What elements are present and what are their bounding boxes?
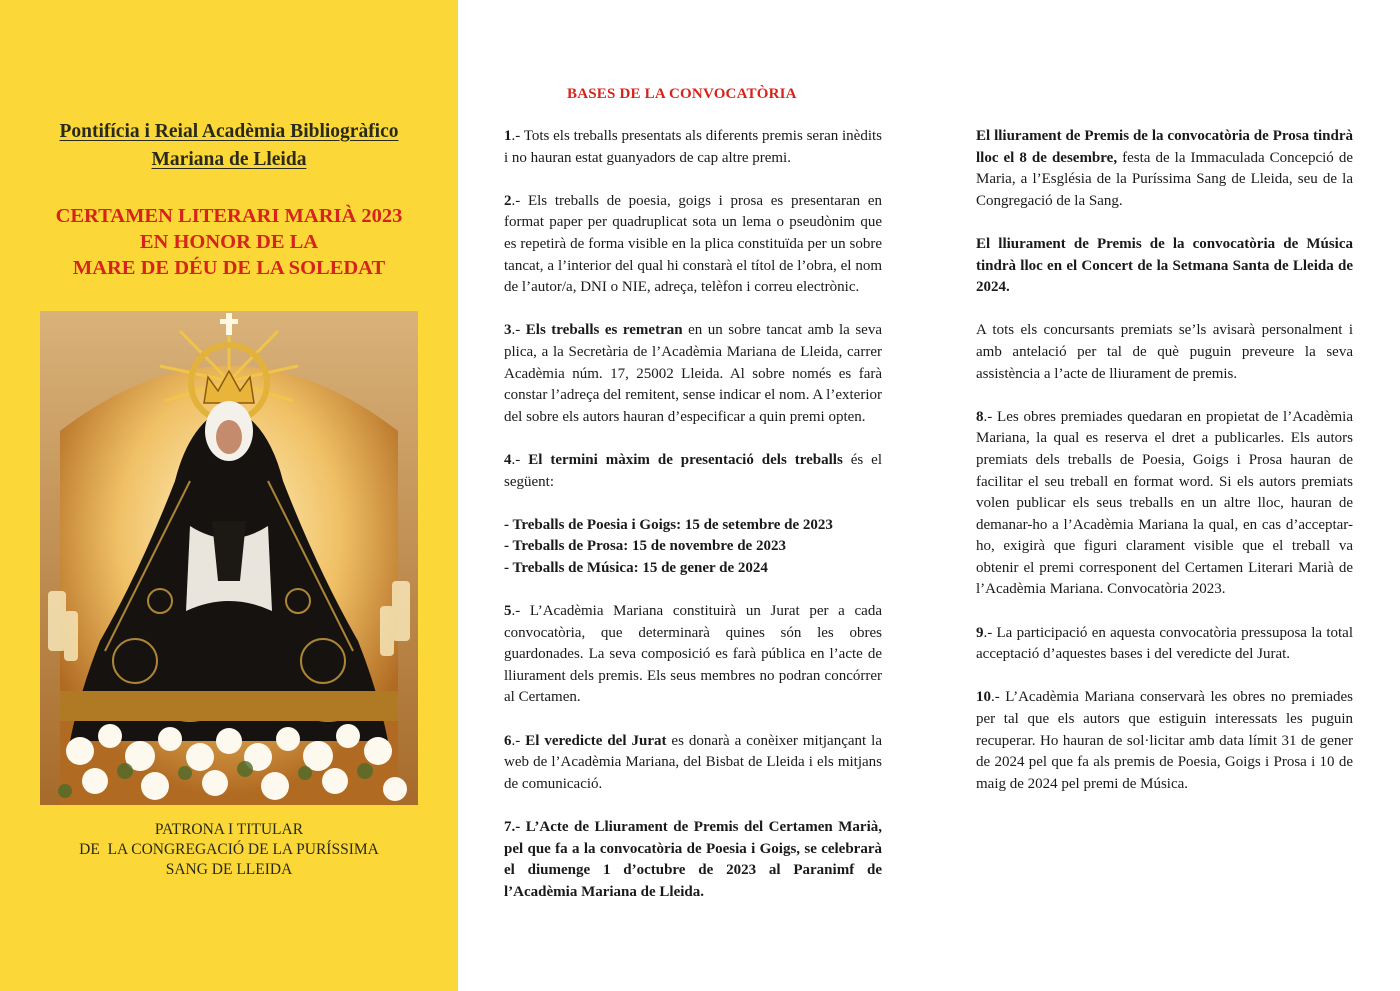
deadline-poetry: - Treballs de Poesia i Goigs: 15 de setembre de 2023 xyxy=(504,516,833,533)
notice-paragraph: A tots els concursants premiats se’ls avisarà personalment i amb antelació per tal de què puguin preveure la seva assistència a l’acte de lliurament de premis. xyxy=(976,322,1353,382)
caption-line3: SANG DE LLEIDA xyxy=(165,861,293,878)
text-column-2 xyxy=(976,126,1353,795)
cover-panel xyxy=(0,0,458,991)
contest-title xyxy=(0,203,458,281)
base-8: 8.- Les obres premiades quedaran en propietat de l’Acadèmia Mariana, la qual es reserva el dret a publicarles. Els autors premiats dels treballs de Poesia, Goigs i Prosa hauran de facilitar el seu treball en format word. Si els autors premiats volen publicar els seus treballs en un altre lloc, hauran de demanar-ho a l’Acadèmia Mariana la qual, en cas d’acceptar-ho, exigirà que figuri clarament visible que el treball va obtenir el premi corresponent del Certamen Literari Marià de l’Acadèmia Mariana. Convocatòria 2023. xyxy=(976,408,1353,598)
contest-title-line1: CERTAMEN LITERARI MARIÀ 2023 xyxy=(55,205,403,227)
academy-name xyxy=(0,118,458,174)
deadline-prose: - Treballs de Prosa: 15 de novembre de 2023 xyxy=(504,538,786,555)
bases-heading: BASES DE LA CONVOCATÒRIA xyxy=(567,86,797,102)
caption-line1: PATRONA I TITULAR xyxy=(154,821,304,838)
academy-name-line2: Mariana de Lleida xyxy=(151,149,307,170)
base-1: 1.- Tots els treballs presentats als diferents premis seran inèdits i no hauran estat guanyadors de cap altre premi. xyxy=(504,128,882,166)
base-9: 9.- La participació en aquesta convocatòria pressuposa la total acceptació d’aquestes bases i del veredicte del Jurat. xyxy=(976,624,1353,663)
virgin-statue-photo xyxy=(40,311,418,805)
contest-title-line3: MARE DE DÉU DE LA SOLEDAT xyxy=(72,257,386,279)
base-5: 5.- L’Acadèmia Mariana constituirà un Jurat per a cada convocatòria, que determinarà quines són les obres guardonades. La seva composició es farà pública en l’acte de lliurament dels premis. Els seus membres no podran concórrer al Certamen. xyxy=(504,603,882,706)
academy-name-line1: Pontifícia i Reial Acadèmia Bibliogràfico xyxy=(59,121,399,142)
prose-award-paragraph: El lliurament de Premis de la convocatòria de Prosa tindrà lloc el 8 de desembre, festa de la Immaculada Concepció de Maria, a l’Església de la Puríssima Sang de Lleida, seu de la Congregació de la Sang. xyxy=(976,128,1353,209)
deadline-music: - Treballs de Música: 15 de gener de 2024 xyxy=(504,559,768,576)
base-7: 7.- L’Acte de Lliurament de Premis del Certamen Marià, pel que fa a la convocatòria de Poesia i Goigs, se celebrarà el diumenge 1 d’octubre de 2023 al Paranimf de l’Acadèmia Mariana de Lleida. xyxy=(504,819,882,900)
base-10: 10.- L’Acadèmia Mariana conservarà les obres no premiades per tal que els autors que estiguin interessats les puguin recuperar. Ho hauran de sol·licitar amb data límit 31 de gener de 2024 pel que fa als premis de Poesia, Goigs i Prosa i 10 de maig de 2024 pel premi de Música. xyxy=(976,689,1353,792)
base-6: 6.- El veredicte del Jurat es donarà a conèixer mitjançant la web de l’Acadèmia Mariana, del Bisbat de Lleida i els mitjans de comunicació. xyxy=(504,732,882,792)
music-award-paragraph: El lliurament de Premis de la convocatòria de Música tindrà lloc en el Concert de la Setmana Santa de Lleida de 2024. xyxy=(976,235,1353,296)
contest-title-line2: EN HONOR DE LA xyxy=(139,231,319,253)
photo-caption xyxy=(0,820,458,880)
base-4: 4.- El termini màxim de presentació dels treballs és el següent: xyxy=(504,451,883,490)
text-column-1 xyxy=(504,126,882,903)
deadline-list xyxy=(504,515,882,580)
caption-line2: DE LA CONGREGACIÓ DE LA PURÍSSIMA xyxy=(79,841,379,858)
base-2: 2.- Els treballs de poesia, goigs i prosa es presentaran en format paper per quadruplicat sota un lema o pseudònim que es repetirà de forma visible en la plica constituïda per un sobre tancat, a l’interior del qual hi constarà el títol de l’obra, el nom de l’autor/a, DNI o NIE, adreça, telèfon i correu electrònic. xyxy=(504,192,882,296)
base-3: 3.- Els treballs es remetran en un sobre tancat amb la seva plica, a la Secretària de l’Acadèmia Mariana de Lleida, carrer Acadèmia núm. 17, 25002 Lleida. Al sobre només es farà constar l’adreça del remitent, sense indicar el nom. A l’exterior del sobre els autors hauran d’especificar a quin premi opten. xyxy=(504,322,882,425)
